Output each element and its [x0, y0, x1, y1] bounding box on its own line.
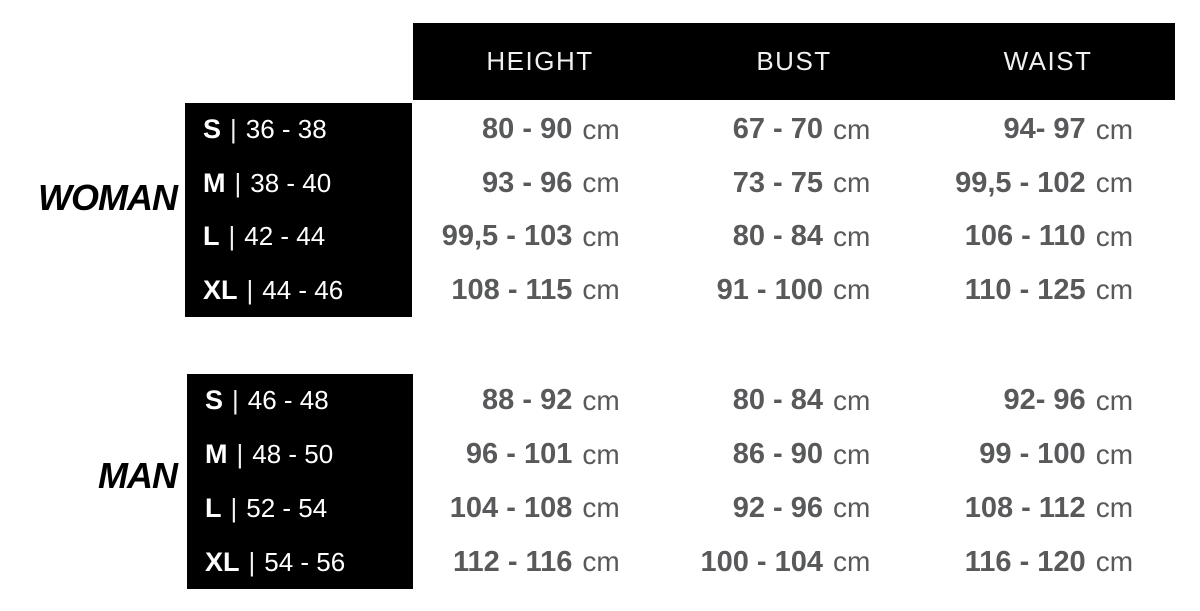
value-range: 88 - 92: [482, 384, 573, 417]
value-range: 100 - 104: [700, 545, 824, 578]
value-range: 80 - 84: [732, 220, 824, 253]
value-range: 92- 96: [1003, 384, 1086, 417]
unit-label: cm: [582, 438, 620, 470]
waist-value: [926, 535, 1175, 589]
value-range: 92 - 96: [732, 491, 824, 524]
unit-label: cm: [1095, 384, 1134, 416]
size-separator: |: [230, 114, 237, 145]
value-range: 110 - 125: [964, 273, 1086, 306]
bust-value: [664, 210, 927, 264]
bust-value: [664, 374, 927, 428]
unit-label: cm: [833, 492, 871, 524]
unit-label: cm: [1095, 492, 1134, 524]
unit-label: cm: [582, 220, 620, 252]
size-fit-range: 54 - 56: [264, 546, 346, 577]
bust-value: [664, 157, 927, 211]
value-range: 91 - 100: [716, 273, 824, 306]
size-row-woman-s: [185, 103, 412, 157]
waist-value: [926, 428, 1175, 482]
unit-label: cm: [1095, 113, 1134, 145]
size-row-man-m: [187, 428, 413, 482]
waist-value: [926, 210, 1175, 264]
value-range: 73 - 75: [732, 166, 824, 199]
size-letter: S: [203, 114, 222, 145]
value-range: 99,5 - 102: [955, 166, 1086, 199]
header-cell-height: HEIGHT: [486, 46, 594, 76]
group-label-woman: WOMAN: [38, 177, 177, 218]
size-fit-range: 46 - 48: [247, 385, 329, 416]
unit-label: cm: [1095, 220, 1134, 252]
waist-value: [926, 103, 1175, 157]
data-row-man-s: [413, 374, 1175, 428]
size-separator: |: [248, 546, 256, 577]
bust-value: [664, 103, 927, 157]
header-cell-bust: BUST: [756, 46, 832, 76]
bust-value: [664, 264, 927, 318]
size-separator: |: [246, 274, 254, 305]
unit-label: cm: [582, 167, 620, 199]
size-letter: XL: [205, 546, 240, 577]
data-row-woman-l: [413, 210, 1175, 264]
size-fit-range: 48 - 50: [252, 439, 334, 470]
unit-label: cm: [582, 546, 620, 578]
size-fit-range: 36 - 38: [245, 114, 327, 145]
size-separator: |: [228, 221, 236, 252]
size-fit-range: 38 - 40: [250, 167, 332, 198]
unit-label: cm: [833, 167, 871, 199]
data-block-woman: [413, 103, 1175, 317]
size-row-woman-xl: [185, 264, 412, 318]
unit-label: cm: [1095, 438, 1134, 470]
waist-value: [926, 482, 1175, 536]
value-range: 104 - 108: [449, 491, 573, 524]
size-row-woman-l: [185, 210, 412, 264]
value-range: 93 - 96: [482, 166, 573, 199]
data-row-woman-s: [413, 103, 1175, 157]
size-letter: L: [203, 221, 220, 252]
bust-value: [664, 535, 927, 589]
unit-label: cm: [1095, 274, 1134, 306]
size-separator: |: [232, 385, 239, 416]
data-row-man-m: [413, 428, 1175, 482]
unit-label: cm: [582, 492, 620, 524]
data-row-woman-xl: [413, 264, 1175, 318]
unit-label: cm: [582, 113, 620, 145]
value-range: 106 - 110: [964, 220, 1086, 253]
value-range: 99 - 100: [979, 438, 1086, 471]
height-value: [413, 103, 664, 157]
value-range: 112 - 116: [453, 545, 573, 578]
data-block-man: [413, 374, 1175, 589]
size-box-woman: [185, 103, 412, 317]
waist-value: [926, 264, 1175, 318]
unit-label: cm: [833, 220, 871, 252]
waist-value: [926, 157, 1175, 211]
value-range: 86 - 90: [732, 438, 824, 471]
column-header-bar: [413, 23, 1175, 100]
unit-label: cm: [833, 274, 871, 306]
height-value: [413, 264, 664, 318]
size-letter: L: [205, 492, 222, 523]
bust-value: [664, 428, 927, 482]
data-row-man-l: [413, 482, 1175, 536]
size-letter: S: [205, 385, 224, 416]
size-row-man-l: [187, 482, 413, 536]
unit-label: cm: [833, 546, 871, 578]
data-row-woman-m: [413, 157, 1175, 211]
value-range: 108 - 115: [451, 273, 573, 306]
value-range: 96 - 101: [465, 438, 573, 471]
height-value: [413, 374, 664, 428]
size-separator: |: [234, 167, 242, 198]
value-range: 94- 97: [1003, 113, 1086, 146]
size-fit-range: 52 - 54: [246, 492, 328, 523]
height-value: [413, 157, 664, 211]
waist-value: [926, 374, 1175, 428]
size-letter: M: [205, 439, 228, 470]
value-range: 80 - 84: [732, 384, 824, 417]
value-range: 67 - 70: [732, 113, 824, 146]
size-letter: M: [203, 167, 226, 198]
height-value: [413, 428, 664, 482]
unit-label: cm: [833, 113, 871, 145]
height-value: [413, 210, 664, 264]
size-row-man-xl: [187, 535, 413, 589]
data-row-man-xl: [413, 535, 1175, 589]
header-cell-waist: WAIST: [1003, 46, 1093, 76]
size-box-man: [187, 374, 413, 589]
height-value: [413, 535, 664, 589]
unit-label: cm: [1095, 546, 1134, 578]
unit-label: cm: [582, 274, 620, 306]
group-label-man: MAN: [98, 455, 177, 496]
bust-value: [664, 482, 927, 536]
unit-label: cm: [1095, 167, 1134, 199]
size-row-man-s: [187, 374, 413, 428]
size-fit-range: 42 - 44: [244, 221, 326, 252]
size-fit-range: 44 - 46: [262, 274, 344, 305]
value-range: 116 - 120: [964, 545, 1086, 578]
size-row-woman-m: [185, 157, 412, 211]
unit-label: cm: [582, 384, 620, 416]
height-value: [413, 482, 664, 536]
value-range: 80 - 90: [482, 113, 573, 146]
value-range: 99,5 - 103: [441, 220, 573, 253]
unit-label: cm: [833, 384, 871, 416]
size-separator: |: [230, 492, 238, 523]
size-letter: XL: [203, 274, 238, 305]
unit-label: cm: [833, 438, 871, 470]
size-separator: |: [236, 439, 244, 470]
value-range: 108 - 112: [964, 491, 1086, 524]
